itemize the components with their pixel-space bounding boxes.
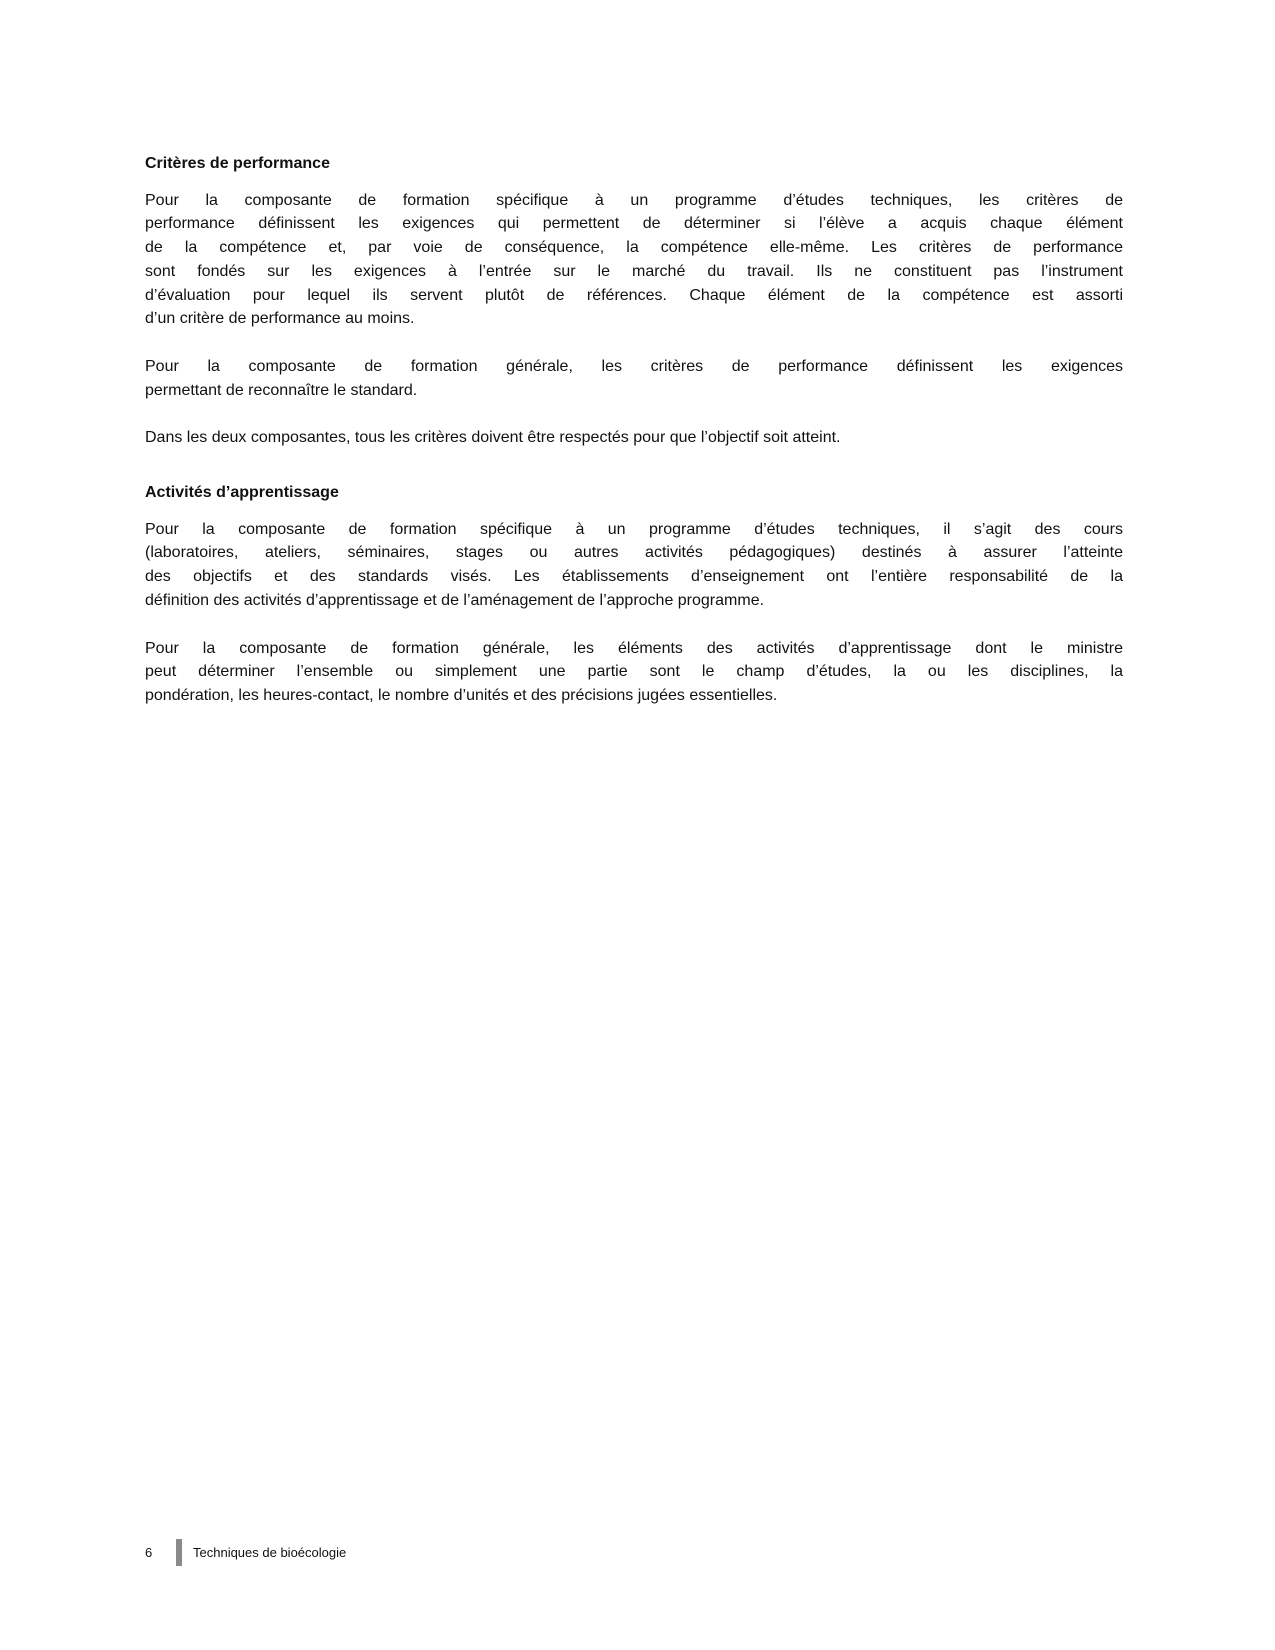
paragraph-line: Pour la composante de formation générale, les critères de performance définissent les exigences xyxy=(145,357,1123,375)
paragraph-criteres-3 xyxy=(145,426,1123,450)
page-content xyxy=(145,152,1123,708)
paragraph-line: des objectifs et des standards visés. Les établissements d’enseignement ont l’entière responsabilité de la xyxy=(145,568,1123,586)
page-footer xyxy=(145,1539,346,1566)
paragraph-line: performance définissent les exigences qui permettent de déterminer si l’élève a acquis chaque élément xyxy=(145,215,1123,233)
paragraph-line: sont fondés sur les exigences à l’entrée sur le marché du travail. Ils ne constituent pas l’instrument xyxy=(145,262,1123,280)
paragraph-line: permettant de reconnaître le standard. xyxy=(145,381,418,399)
paragraph-activites-1 xyxy=(145,518,1123,613)
paragraph-criteres-1 xyxy=(145,189,1123,331)
paragraph-line: (laboratoires, ateliers, séminaires, stages ou autres activités pédagogiques) destinés à assurer l’atteinte xyxy=(145,544,1123,562)
paragraph-line: Pour la composante de formation spécifique à un programme d’études techniques, les critères de xyxy=(145,191,1123,209)
paragraph-line: Dans les deux composantes, tous les critères doivent être respectés pour que l’objectif soit atteint. xyxy=(145,429,841,447)
footer-divider-bar xyxy=(176,1539,182,1566)
section-heading-activites-dapprentissage: Activités d’apprentissage xyxy=(145,484,339,502)
document-title: Techniques de bioécologie xyxy=(193,1545,347,1560)
paragraph-line: d’un critère de performance au moins. xyxy=(145,310,415,328)
paragraph-activites-2 xyxy=(145,637,1123,708)
paragraph-line: définition des activités d’apprentissage et de l’aménagement de l’approche programme. xyxy=(145,591,765,609)
section-criteres-de-performance xyxy=(145,152,1123,450)
paragraph-line: pondération, les heures-contact, le nombre d’unités et des précisions jugées essentielles. xyxy=(145,686,778,704)
paragraph-line: d’évaluation pour lequel ils servent plutôt de références. Chaque élément de la compétence est assorti xyxy=(145,286,1123,304)
paragraph-line: peut déterminer l’ensemble ou simplement une partie sont le champ d’études, la ou les disciplines, la xyxy=(145,663,1123,681)
page-number: 6 xyxy=(145,1545,153,1560)
paragraph-line: de la compétence et, par voie de conséquence, la compétence elle-même. Les critères de performance xyxy=(145,239,1123,257)
paragraph-line: Pour la composante de formation générale, les éléments des activités d’apprentissage dont le ministre xyxy=(145,639,1123,657)
section-activites-dapprentissage xyxy=(145,481,1123,708)
paragraph-criteres-2 xyxy=(145,355,1123,402)
section-heading-criteres-de-performance: Critères de performance xyxy=(145,155,330,172)
paragraph-line: Pour la composante de formation spécifique à un programme d’études techniques, il s’agit des cours xyxy=(145,520,1123,538)
